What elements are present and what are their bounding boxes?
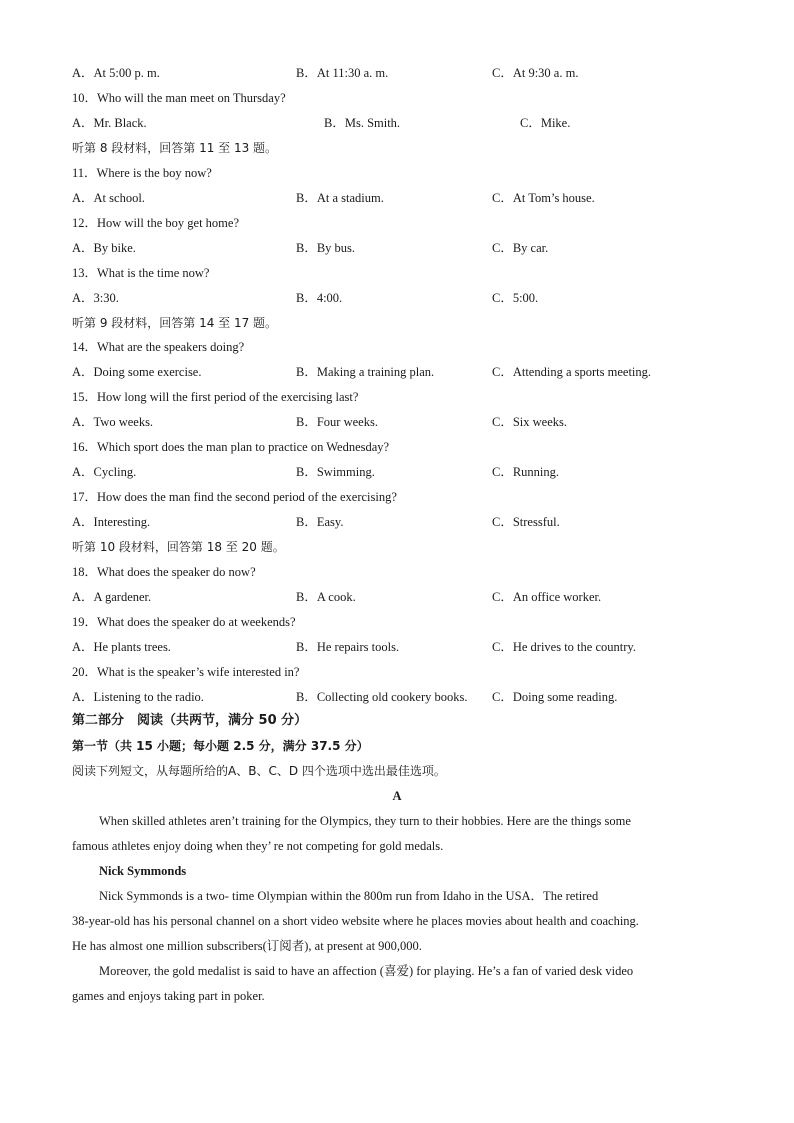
option-b: B．By bus.: [296, 241, 356, 255]
part2-title: 第二部分 阅读（共两节，满分 50 分）: [72, 713, 308, 728]
option-a: A．At 5:00 p. m.: [72, 66, 160, 80]
option-a: A．Two weeks.: [72, 415, 154, 429]
passage-label: A: [392, 789, 402, 803]
passage-p2-line2: games and enjoys taking part in poker.: [72, 989, 265, 1003]
question-text: 10．Who will the man meet on Thursday?: [72, 91, 286, 105]
option-a: A．Cycling.: [72, 465, 137, 479]
passage-p1-line3: He has almost one million subscribers(订阅者), at present at 900,000.: [72, 939, 422, 953]
question-text: 15．How long will the first period of the exercising last?: [72, 390, 359, 404]
option-c: C．At 9:30 a. m.: [492, 66, 579, 80]
passage-intro-line1: When skilled athletes aren’t training for the Olympics, they turn to their hobbies. Here are the things some: [99, 814, 631, 828]
question-text: 20．What is the speaker’s wife interested in?: [72, 665, 300, 679]
option-a: A．Listening to the radio.: [72, 690, 204, 704]
option-b: B．4:00.: [296, 291, 343, 305]
option-a: A．By bike.: [72, 241, 136, 255]
option-b: B．A cook.: [296, 590, 356, 604]
option-a: A．Interesting.: [72, 515, 151, 529]
section1-title: 第一节（共 15 小题；每小题 2.5 分，满分 37.5 分）: [72, 739, 369, 753]
option-c: C．Mike.: [520, 116, 571, 130]
question-text: 14．What are the speakers doing?: [72, 340, 245, 354]
option-c: C．Six weeks.: [492, 415, 568, 429]
option-b: B．Ms. Smith.: [324, 116, 401, 130]
question-text: 13．What is the time now?: [72, 266, 210, 280]
passage-subheading: Nick Symmonds: [99, 864, 187, 878]
option-b: B．Four weeks.: [296, 415, 378, 429]
passage-intro-line2: famous athletes enjoy doing when they’ re not competing for gold medals.: [72, 839, 444, 853]
question-text: 16．Which sport does the man plan to practice on Wednesday?: [72, 440, 390, 454]
option-b: B．He repairs tools.: [296, 640, 400, 654]
option-c: C．Running.: [492, 465, 560, 479]
option-c: C．5:00.: [492, 291, 539, 305]
question-text: 12．How will the boy get home?: [72, 216, 239, 230]
option-c: C．At Tom’s house.: [492, 191, 595, 205]
option-a: A．A gardener.: [72, 590, 152, 604]
option-b: B．Swimming.: [296, 465, 375, 479]
section-heading: 听第 9 段材料，回答第 14 至 17 题。: [72, 316, 278, 330]
question-text: 19．What does the speaker do at weekends?: [72, 615, 296, 629]
option-a: A．Doing some exercise.: [72, 365, 202, 379]
question-text: 11．Where is the boy now?: [72, 166, 212, 180]
passage-p1-line2: 38-year-old has his personal channel on a short video website where he places movies about health and coaching.: [72, 914, 639, 928]
question-text: 18．What does the speaker do now?: [72, 565, 256, 579]
option-c: C．Attending a sports meeting.: [492, 365, 652, 379]
option-b: B．At a stadium.: [296, 191, 384, 205]
option-c: C．By car.: [492, 241, 549, 255]
passage-p2-line1: Moreover, the gold medalist is said to have an affection (喜爱) for playing. He’s a fan of varied desk video: [99, 964, 634, 978]
option-a: A．3:30.: [72, 291, 119, 305]
option-c: C．He drives to the country.: [492, 640, 636, 654]
option-b: B．Making a training plan.: [296, 365, 435, 379]
option-c: C．Doing some reading.: [492, 690, 618, 704]
option-a: A．He plants trees.: [72, 640, 171, 654]
option-c: C．Stressful.: [492, 515, 560, 529]
section-heading: 听第 10 段材料，回答第 18 至 20 题。: [72, 540, 285, 554]
option-b: B．Easy.: [296, 515, 344, 529]
section-heading: 听第 8 段材料，回答第 11 至 13 题。: [72, 141, 278, 155]
question-text: 17．How does the man find the second period of the exercising?: [72, 490, 397, 504]
option-c: C．An office worker.: [492, 590, 602, 604]
passage-p1-line1: Nick Symmonds is a two- time Olympian within the 800m run from Idaho in the USA．The retired: [99, 889, 599, 903]
option-a: A．At school.: [72, 191, 145, 205]
reading-instruction: 阅读下列短文，从每题所给的A、B、C、D 四个选项中选出最佳选项。: [72, 764, 446, 778]
option-b: B．Collecting old cookery books.: [296, 690, 468, 704]
option-b: B．At 11:30 a. m.: [296, 66, 389, 80]
option-a: A．Mr. Black.: [72, 116, 147, 130]
